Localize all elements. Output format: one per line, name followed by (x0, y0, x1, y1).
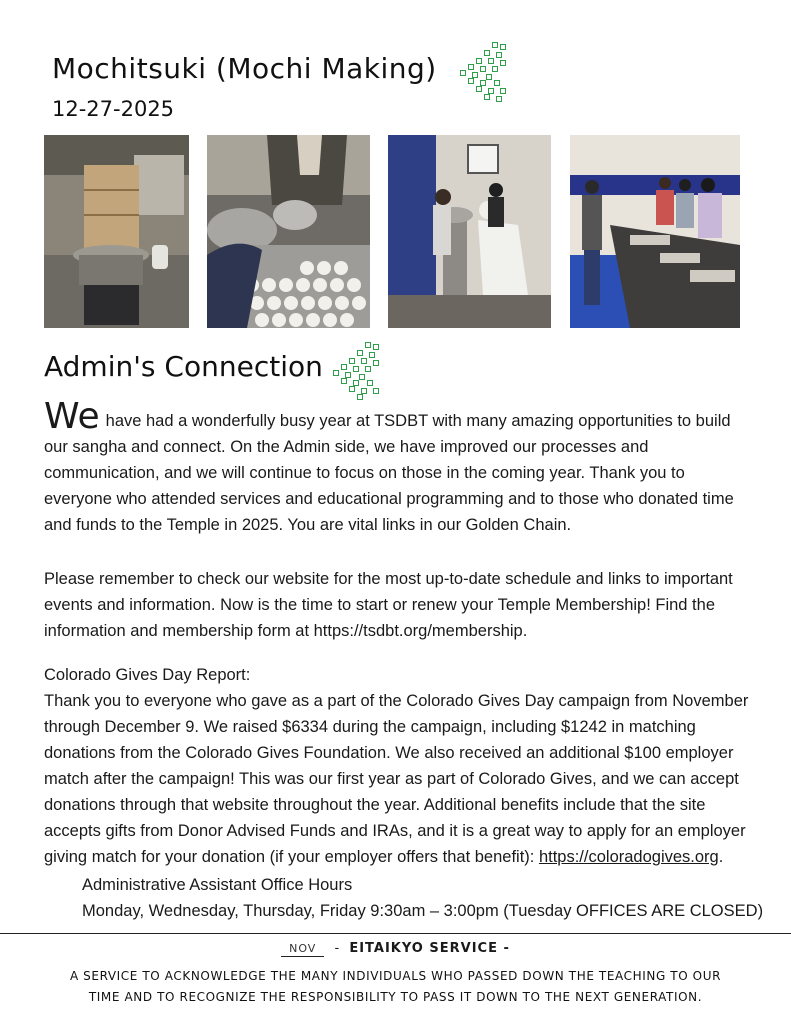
dot-pattern-decoration (333, 342, 381, 400)
colorado-gives-link[interactable]: https://coloradogives.org (538, 848, 719, 866)
office-hours-title: Administrative Assistant Office Hours (82, 876, 353, 894)
footer-divider (0, 933, 791, 934)
page-title: Mochitsuki (Mochi Making) (52, 52, 437, 85)
admin-paragraph-website: Please remember to check our website for the most up-to-date schedule and links to important events and information. Now is the time to start or renew your Temple Membership! Find the information and membership form at https://tsdbt.org/membership. (44, 570, 733, 640)
section-heading: Admin's Connection (44, 350, 323, 383)
footer-heading (0, 941, 791, 957)
admin-paragraph-intro (44, 396, 756, 538)
drop-cap: We (44, 396, 100, 437)
office-hours-detail: Monday, Wednesday, Thursday, Friday 9:30am – 3:00pm (Tuesday OFFICES ARE CLOSED) (82, 902, 764, 920)
event-date: 12-27-2025 (52, 97, 175, 121)
footer-month: NOV (281, 942, 324, 957)
footer-description: A SERVICE TO ACKNOWLEDGE THE MANY INDIVIDUALS WHO PASSED DOWN THE TEACHING TO OUR TIME AND TO RECOGNIZE THE RESPONSIBILITY TO PASS IT DOWN TO THE NEXT GENERATION. (69, 969, 722, 1004)
photo-pounding-machine (388, 135, 551, 328)
footer-separator: - (334, 941, 340, 956)
photo-volunteers-table (570, 135, 740, 328)
photo-shaping-mochi (207, 135, 370, 328)
report-heading: Colorado Gives Day Report: (44, 666, 251, 684)
photo-steamer (44, 135, 189, 328)
link-suffix: . (718, 848, 724, 866)
footer-service-title: EITAIKYO SERVICE - (349, 941, 510, 956)
report-text: Thank you to everyone who gave as a part of the Colorado Gives Day campaign from November through December 9. We raised $6334 during the campaign, including $1242 in matching donations from the Colorado Gives Foundation. We also received an additional $100 employer match after the campaign! This was our first year as part of Colorado Gives, and we can accept donations through that website throughout the year. Additional benefits include that the site accepts gifts from Donor Advised Funds and IRAs, and it is a great way to apply for an employer giving match for your donation (if your employer offers that benefit): (44, 692, 749, 866)
intro-text: have had a wonderfully busy year at TSDBT with many amazing opportunities to build our sangha and connect. On the Admin side, we have improved our processes and communication, and we will continue to focus on those in the coming year. Thank you to everyone who attended services and educational programming and to those who donated time and funds to the Temple in 2025. You are vital links in our Golden Chain. (44, 412, 734, 534)
colorado-gives-report (44, 662, 756, 870)
dot-pattern-decoration (460, 42, 508, 102)
